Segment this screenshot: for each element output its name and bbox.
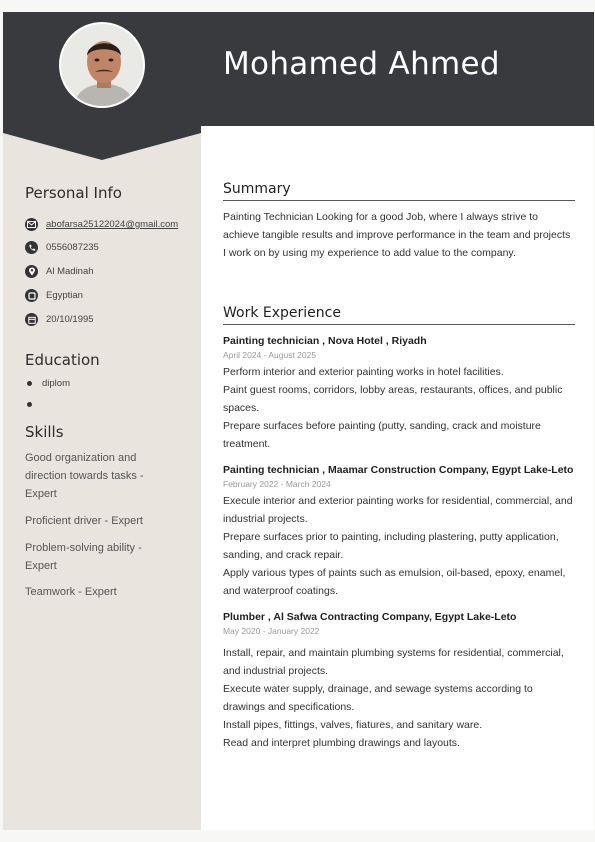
contact-phone bbox=[25, 241, 195, 254]
skill-item: Problem-solving ability - Expert bbox=[25, 542, 142, 572]
header-chevron bbox=[3, 125, 201, 163]
summary-text: Painting Technician Looking for a good Job, where I always strive to achieve tangible results and improve performance in the team and projects I work on by using my experience to add value to the company. bbox=[223, 211, 571, 259]
job-duty: Read and interpret plumbing drawings and layouts. bbox=[223, 737, 460, 749]
job-duty: Execule interior and exterior painting works for residential, commercial, and industrial projects. bbox=[223, 495, 573, 525]
email-text: abofarsa25122024@gmail.com bbox=[46, 219, 179, 230]
job-duty: Prepare surfaces prior to painting, including plastering, putty application, sanding, and crack repair. bbox=[223, 531, 559, 561]
job-description bbox=[223, 363, 575, 453]
candidate-name: Mohamed Ahmed bbox=[223, 46, 500, 82]
nationality-text: Egyptian bbox=[46, 290, 83, 301]
skill-item: Good organization and direction towards tasks - Expert bbox=[25, 452, 144, 500]
job-title: Plumber , Al Safwa Contracting Company, Egypt Lake-Leto bbox=[223, 611, 517, 623]
skill-item: Teamwork - Expert bbox=[25, 586, 117, 598]
education-item bbox=[27, 378, 70, 389]
contact-nationality bbox=[25, 289, 195, 302]
job-dates: April 2024 - August 2025 bbox=[223, 350, 317, 360]
job-description bbox=[223, 644, 575, 752]
phone-icon bbox=[25, 241, 38, 254]
job-duty: Install, repair, and maintain plumbing systems for residential, commercial, and industrial projects. bbox=[223, 647, 564, 677]
job-dates: May 2020 - January 2022 bbox=[223, 626, 320, 636]
contact-location bbox=[25, 265, 195, 278]
job-duty: Install pipes, fittings, valves, fiatures, and sanitary ware. bbox=[223, 719, 483, 731]
summary-heading: Summary bbox=[223, 181, 575, 201]
education-item-text: diplom bbox=[42, 378, 70, 389]
birth-date-text: 20/10/1995 bbox=[46, 314, 94, 325]
skills-heading: Skills bbox=[25, 423, 64, 441]
job-duty: Paint guest rooms, corridors, lobby areas, restaurants, offices, and public spaces. bbox=[223, 384, 563, 414]
skill-item: Proficient driver - Expert bbox=[25, 515, 143, 527]
job-duty: Perform interior and exterior painting works in hotel facilities. bbox=[223, 366, 504, 378]
job-title: Painting technician , Maamar Construction Company, Egypt Lake-Leto bbox=[223, 464, 574, 476]
calendar-icon bbox=[25, 313, 38, 326]
phone-text: 0556087235 bbox=[46, 242, 99, 253]
profile-photo bbox=[59, 22, 145, 108]
work-experience-heading: Work Experience bbox=[223, 305, 575, 325]
education-item bbox=[27, 402, 42, 407]
bullet-icon bbox=[27, 381, 32, 386]
contact-email bbox=[25, 218, 195, 231]
resume-page bbox=[3, 12, 594, 830]
personal-info-heading: Personal Info bbox=[25, 184, 122, 202]
job-description bbox=[223, 492, 575, 600]
bullet-icon bbox=[27, 402, 32, 407]
flag-icon bbox=[25, 289, 38, 302]
location-icon bbox=[25, 265, 38, 278]
location-text: Al Madinah bbox=[46, 266, 94, 277]
job-title: Painting technician , Nova Hotel , Riyadh bbox=[223, 335, 427, 347]
contact-birth-date bbox=[25, 313, 195, 326]
education-heading: Education bbox=[25, 351, 100, 369]
email-icon bbox=[25, 218, 38, 231]
job-duty: Apply various types of paints such as emulsion, oil-based, epoxy, enamel, and waterproof coatings. bbox=[223, 567, 566, 597]
job-duty: Execute water supply, drainage, and sewage systems according to drawings and specifications. bbox=[223, 683, 533, 713]
job-duty: Prepare surfaces before painting (putty, sanding, crack and moisture treatment. bbox=[223, 420, 541, 450]
job-dates: February 2022 - March 2024 bbox=[223, 479, 331, 489]
